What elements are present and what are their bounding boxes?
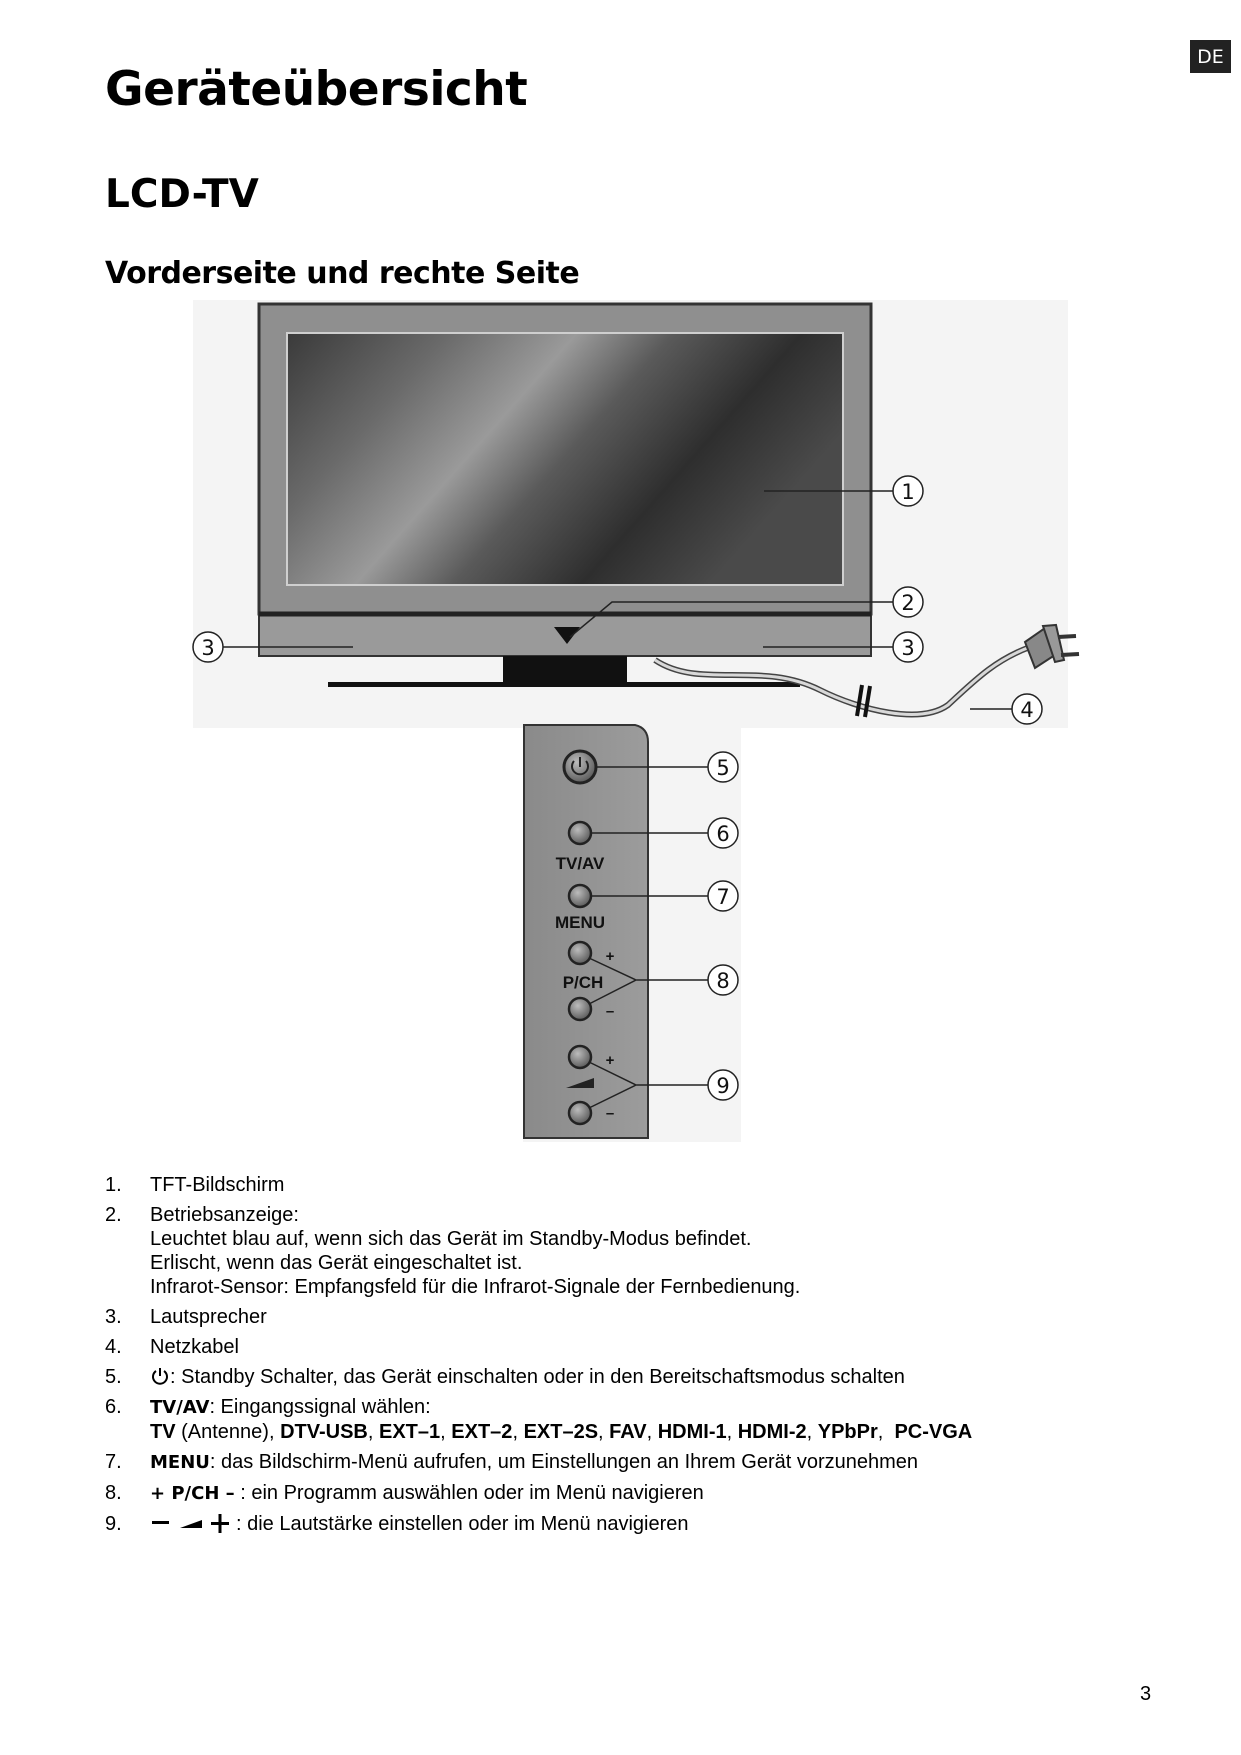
source: HDMI-2 [737,1421,807,1443]
channel-up-button[interactable] [569,942,591,964]
item-number: 1. [105,1174,122,1196]
item-text: : Standby Schalter, das Gerät einschalten oder in den Bereitschaftsmodus schalten [170,1366,905,1388]
item-text: Leuchtet blau auf, wenn sich das Gerät im Standby-Modus befindet. [150,1228,752,1250]
channel-down-button[interactable] [569,998,591,1020]
tv-stand-base [328,682,800,687]
panel-label-vol-minus: – [605,1105,615,1122]
item-text: : das Bildschirm-Menü aufrufen, um Einstellungen an Ihrem Gerät vorzunehmen [209,1451,919,1473]
callout-7-label: 7 [716,885,730,909]
list-item [105,1335,1185,1359]
list-item [105,1203,1185,1299]
source: EXT–1 [379,1421,441,1443]
callout-3-right-label: 3 [901,636,915,660]
source: DTV-USB [280,1421,368,1443]
source: FAV [609,1421,647,1443]
item-number: 6. [105,1396,122,1418]
callout-2-label: 2 [901,591,915,615]
panel-label-pch: P/CH [562,973,604,992]
list-item [105,1395,1185,1444]
feature-list [105,1173,1185,1542]
item-number: 5. [105,1366,122,1388]
source: YPbPr [817,1421,878,1443]
item-text: Lautsprecher [150,1306,267,1328]
source: PC-VGA [894,1421,973,1443]
item-text: : Eingangssignal wählen: [209,1396,431,1418]
tv-stand-neck [503,656,627,682]
source-tv-note: (Antenne), [175,1421,281,1443]
source: EXT–2 [451,1421,513,1443]
panel-label-ch-plus: + [605,948,615,965]
panel-label-vol-plus: + [605,1052,615,1069]
source-tv: TV [150,1421,176,1443]
item-label: MENU [150,1452,210,1473]
item-number: 2. [105,1204,122,1226]
item-label: + P/CH – [150,1483,235,1504]
panel-label-ch-minus: – [605,1003,615,1020]
tv-screen [287,333,843,585]
source-list: TV (Antenne), DTV-USB, EXT–1, EXT–2, EXT–2S, FAV, HDMI-1, HDMI-2, YPbPr, PC-VGA [150,1421,973,1443]
volume-controls-icon [150,1512,236,1534]
menu-button[interactable] [569,885,591,907]
page-number: 3 [1140,1683,1152,1705]
item-text: : die Lautstärke einstellen oder im Menü navigieren [236,1513,689,1535]
callout-1-label: 1 [901,480,915,504]
list-item [105,1481,1185,1506]
item-number: 3. [105,1306,122,1328]
item-label: TV/AV [150,1397,210,1418]
item-text: Erlischt, wenn das Gerät eingeschaltet ist. [150,1252,523,1274]
panel-label-tvav: TV/AV [555,854,605,873]
panel-label-menu: MENU [554,913,606,932]
volume-up-button[interactable] [569,1046,591,1068]
language-badge: DE [1190,40,1231,73]
list-item [105,1512,1185,1536]
standby-button[interactable] [564,751,596,783]
section-heading: Vorderseite und rechte Seite [105,256,580,291]
volume-down-button[interactable] [569,1102,591,1124]
page-title: Geräteübersicht [105,62,528,117]
callout-6-label: 6 [716,822,730,846]
callout-5-label: 5 [716,756,730,780]
power-icon [150,1366,170,1386]
callout-4-label: 4 [1020,698,1034,722]
item-number: 7. [105,1451,122,1473]
item-text: : ein Programm auswählen oder im Menü navigieren [234,1482,704,1504]
callout-8-label: 8 [716,969,730,993]
source: EXT–2S [523,1421,599,1443]
item-text: TFT-Bildschirm [150,1174,285,1196]
item-number: 4. [105,1336,122,1358]
list-item [105,1173,1185,1197]
item-number: 9. [105,1513,122,1535]
item-number: 8. [105,1482,122,1504]
list-item [105,1365,1185,1389]
tvav-button[interactable] [569,822,591,844]
callout-9-label: 9 [716,1074,730,1098]
item-text: Betriebsanzeige: [150,1204,299,1226]
page-subtitle: LCD-TV [105,172,259,217]
item-text: Infrarot-Sensor: Empfangsfeld für die Infrarot-Signale der Fernbedienung. [150,1276,801,1298]
list-item [105,1450,1185,1475]
list-item [105,1305,1185,1329]
callout-3-left-label: 3 [201,636,215,660]
item-text: Netzkabel [150,1336,239,1358]
source: HDMI-1 [657,1421,727,1443]
